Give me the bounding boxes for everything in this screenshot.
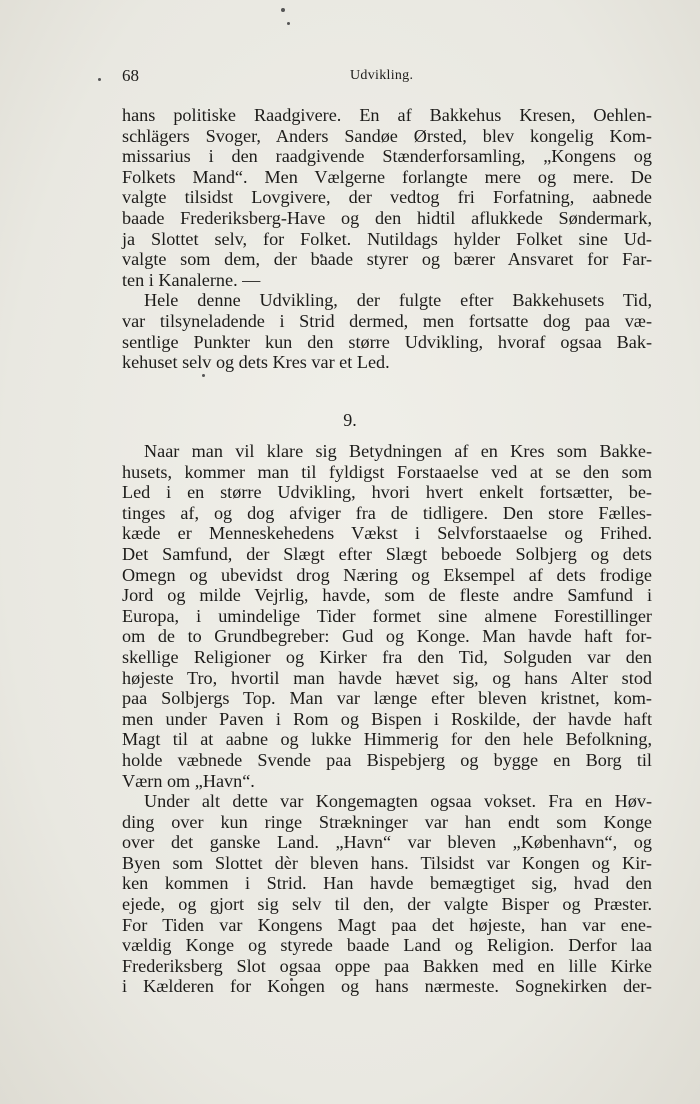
text-line: Frederiksberg Slot ogsaa oppe paa Bakken med en lille Kirke [122,955,652,976]
text-line: valgte som dem, der baade styrer og bærer Ansvaret for Far- [122,249,652,270]
print-speck [98,78,101,81]
text-line: Naar man vil klare sig Betydningen af en Kres som Bakke- [144,441,652,461]
text-line: ten i Kanalerne. — [122,269,261,290]
text-line: vældig Konge og styrede baade Land og Religion. Derfor laa [122,935,652,956]
text-line: ja Slottet selv, for Folket. Nutildags hylder Folket sine Ud- [122,228,652,249]
text-line: Det Samfund, der Slægt efter Slægt beboede Solbjerg og dets [122,543,652,564]
text-line: ken kommen i Strid. Han havde bemægtiget sig, hvad den [122,873,652,894]
text-line: Magt til at aabne og lukke Himmerig for den hele Befolkning, [122,729,652,750]
text-line: hans politiske Raadgivere. En af Bakkehus Kresen, Oehlen- [122,105,652,125]
paragraph-2 [122,290,652,372]
text-block-bottom [122,441,652,997]
section-number: 9. [343,410,357,430]
text-line: var tilsyneladende i Strid dermed, men fortsatte dog paa væ- [122,310,652,331]
text-block-top [122,105,652,373]
page-number: 68 [122,66,139,85]
page-header [122,66,652,90]
text-line: tinges af, og dog afviger fra de tidligere. Den store Fælles- [122,502,652,523]
text-line: i Kælderen for Kongen og hans nærmeste. Sognekirken der- [122,976,652,997]
text-line: ejede, og gjort sig selv til den, der valgte Bisper og Præster. [122,894,652,915]
paragraph-3 [122,441,652,791]
text-line: For Tiden var Kongens Magt paa det højeste, han var ene- [122,914,652,935]
text-line: sentlige Punkter kun den større Udvikling, hvoraf ogsaa Bak- [122,331,652,352]
text-line: men under Paven i Rom og Bispen i Roskilde, der havde haft [122,708,652,729]
text-line: Hele denne Udvikling, der fulgte efter Bakkehusets Tid, [144,290,652,311]
text-line: kæde er Menneskehedens Vækst i Selvforstaaelse og Frihed. [122,523,652,544]
paragraph-4 [122,791,652,997]
running-head: Udvikling. [350,68,414,83]
text-line: over det ganske Land. „Havn“ var bleven „København“, og [122,832,652,853]
print-speck [281,8,285,12]
paragraph-1 [122,105,652,290]
text-line: højeste Tro, hvortil man havde hævet sig, og hans Alter stod [122,667,652,688]
text-line: Omegn og ubevidst drog Næring og Eksempel af dets frodige [122,564,652,585]
text-line: holde væbnede Svende paa Bispebjerg og bygge en Borg til [122,749,652,770]
text-line: paa Solbjergs Top. Man var længe efter bleven kristnet, kom- [122,688,652,709]
text-line: Jord og milde Vejrlig, havde, som de fleste andre Samfund i [122,585,652,606]
text-line: Byen som Slottet dèr bleven hans. Tilsidst var Kongen og Kir- [122,852,652,873]
text-line: Led i en større Udvikling, hvori hvert enkelt fortsætter, be- [122,482,652,503]
text-line: Europa, i umindelige Tider formet sine almene Forestillinger [122,605,652,626]
text-line: Værn om „Havn“. [122,770,255,791]
text-line: missarius i den raadgivende Stænderforsamling, „Kongens og [122,146,652,167]
text-line: valgte tilsidst Lovgivere, der vedtog fri Forfatning, aabnede [122,187,652,208]
text-line: kehuset selv og dets Kres var et Led. [122,352,390,373]
text-line: schlägers Svoger, Anders Sandøe Ørsted, blev kongelig Kom- [122,125,652,146]
text-line: baade Frederiksberg-Have og den hidtil aflukkede Søndermark, [122,207,652,228]
text-line: Folkets Mand“. Men Vælgerne forlangte mere og mere. De [122,166,652,187]
text-line: om de to Grundbegreber: Gud og Konge. Man havde haft for- [122,626,652,647]
print-speck [287,22,290,25]
text-line: Under alt dette var Kongemagten ogsaa vokset. Fra en Høv- [144,791,652,812]
print-speck [202,374,205,377]
text-line: husets, kommer man til fyldigst Forstaaelse ved at se den som [122,461,652,482]
text-line: skellige Religioner og Kirker fra den Tid, Solguden var den [122,646,652,667]
text-line: ding over kun ringe Strækninger var han endt som Konge [122,811,652,832]
